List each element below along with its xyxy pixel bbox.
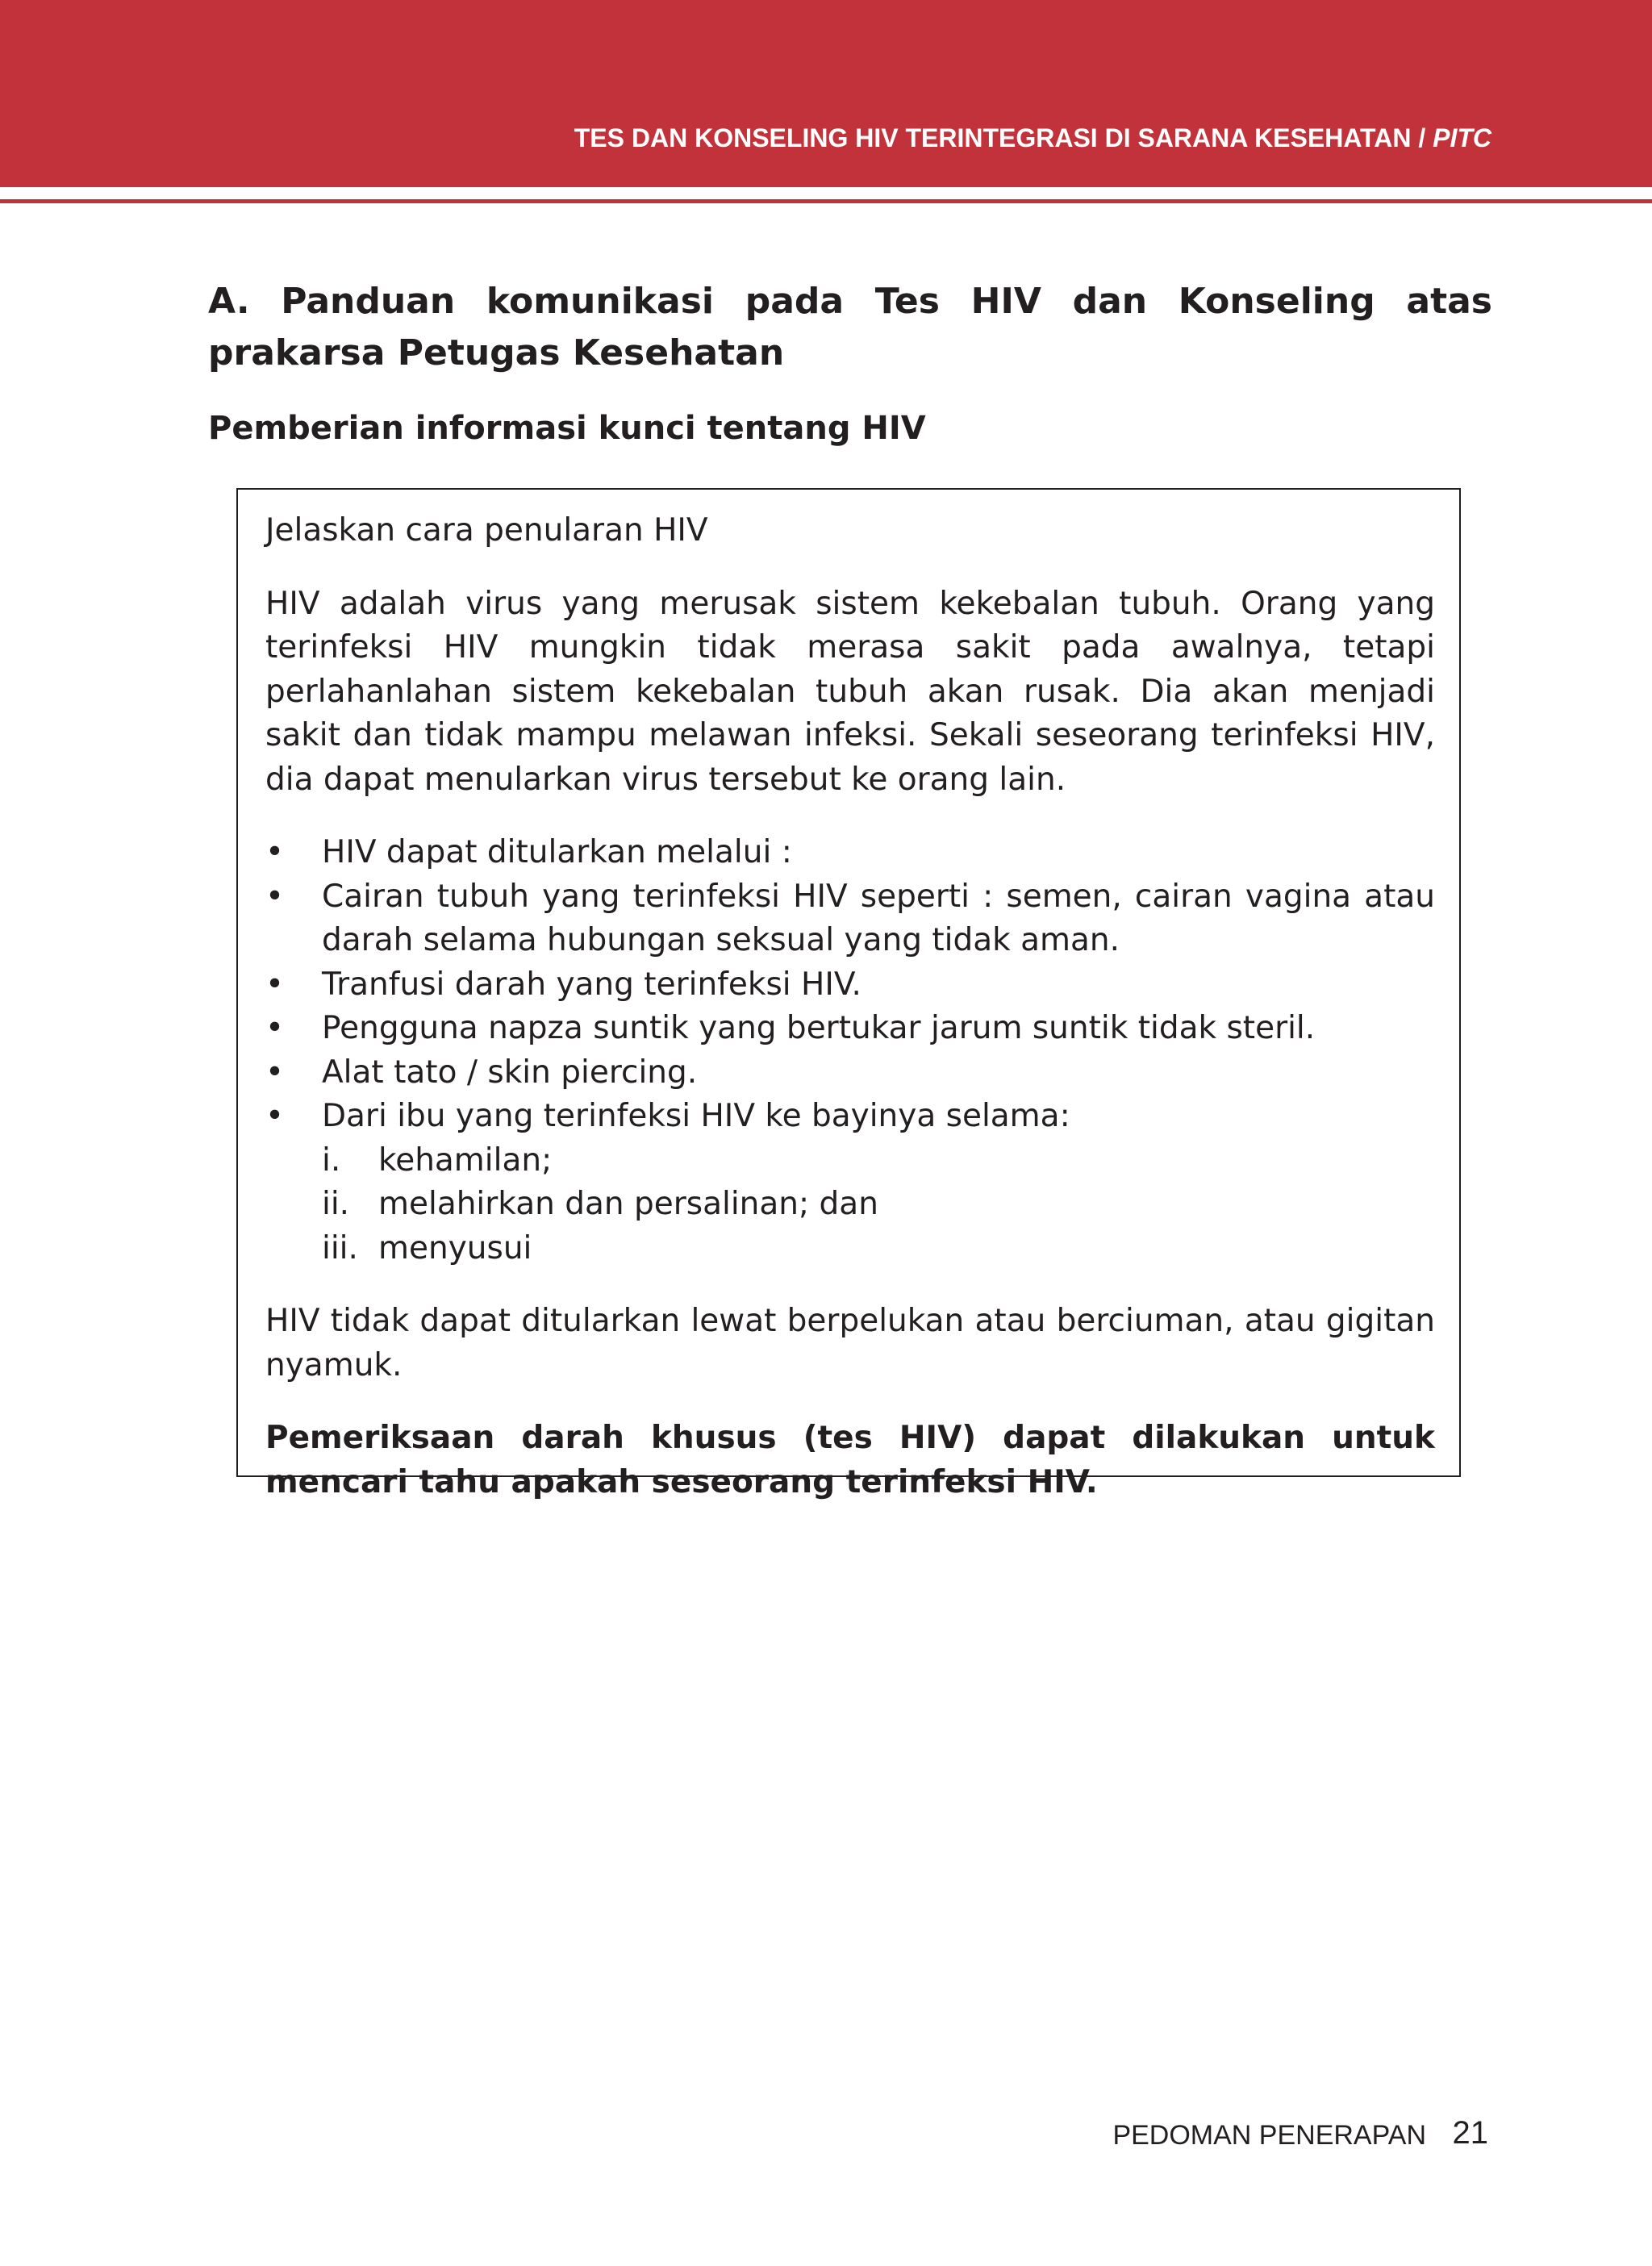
bullet-icon: • — [265, 1054, 285, 1091]
list-item — [265, 831, 1435, 875]
list-item — [265, 875, 1435, 963]
box-paragraph: HIV adalah virus yang merusak sistem kekebalan tubuh. Orang yang terinfeksi HIV mungkin tidak merasa sakit pada awalnya, tetapi perlahanlahan sistem kekebalan tubuh akan rusak. Dia akan menjadi sakit dan tidak mampu melawan infeksi. Sekali seseorang terinfeksi HIV, dia dapat menularkan virus tersebut ke orang lain. — [265, 585, 1435, 798]
list-item-text: Pengguna napza suntik yang bertukar jarum suntik tidak steril. — [322, 1010, 1316, 1046]
list-item-text: HIV dapat ditularkan melalui : — [322, 834, 792, 870]
sublist-item-text: kehamilan; — [378, 1141, 553, 1179]
bullet-icon: • — [265, 1098, 285, 1134]
mother-to-child-sublist — [322, 1139, 1435, 1271]
list-item — [265, 963, 1435, 1008]
transmission-list — [265, 831, 1435, 1271]
sublist-item — [322, 1183, 1435, 1227]
bullet-icon: • — [265, 966, 285, 1003]
list-item-text: Dari ibu yang terinfeksi HIV ke bayinya selama: — [322, 1098, 1070, 1134]
bullet-icon: • — [265, 834, 285, 870]
section-heading: A. Panduan komunikasi pada Tes HIV dan Konseling atas prakarsa Petugas Kesehatan — [208, 281, 1492, 373]
sublist-item-text: melahirkan dan persalinan; dan — [378, 1186, 878, 1222]
running-header-suffix: PITC — [1433, 123, 1491, 152]
header-band — [0, 0, 1652, 187]
footer-label: PEDOMAN PENERAPAN — [1112, 2120, 1426, 2151]
info-box — [236, 488, 1461, 1500]
sublist-numeral: iii. — [322, 1229, 358, 1267]
sublist-item — [322, 1227, 1435, 1271]
sublist-item — [322, 1139, 1435, 1183]
box-closing-statement: Pemeriksaan darah khusus (tes HIV) dapat dilakukan untuk mencari tahu apakah seseorang terinfeksi HIV. — [265, 1420, 1435, 1500]
box-intro: Jelaskan cara penularan HIV — [265, 512, 708, 549]
sublist-numeral: i. — [322, 1141, 341, 1179]
running-header — [574, 123, 1491, 153]
running-header-main: TES DAN KONSELING HIV TERINTEGRASI DI SARANA KESEHATAN / — [574, 123, 1433, 152]
list-item — [265, 1007, 1435, 1051]
sublist-item-text: menyusui — [378, 1229, 532, 1267]
bullet-icon: • — [265, 1010, 285, 1046]
section-subheading: Pemberian informasi kunci tentang HIV — [208, 410, 926, 447]
page-number: 21 — [1452, 2115, 1488, 2151]
list-item — [265, 1095, 1435, 1271]
box-not-transmitted: HIV tidak dapat ditularkan lewat berpelukan atau berciuman, atau gigitan nyamuk. — [265, 1303, 1435, 1383]
list-item-text: Alat tato / skin piercing. — [322, 1054, 698, 1091]
header-rule — [0, 199, 1652, 203]
bullet-icon: • — [265, 878, 285, 915]
list-item-text: Tranfusi darah yang terinfeksi HIV. — [322, 966, 861, 1003]
sublist-numeral: ii. — [322, 1186, 350, 1222]
list-item-text: Cairan tubuh yang terinfeksi HIV seperti : semen, cairan vagina atau darah selama hubungan seksual yang tidak aman. — [322, 878, 1435, 958]
info-box-content — [265, 509, 1435, 1504]
list-item — [265, 1051, 1435, 1095]
